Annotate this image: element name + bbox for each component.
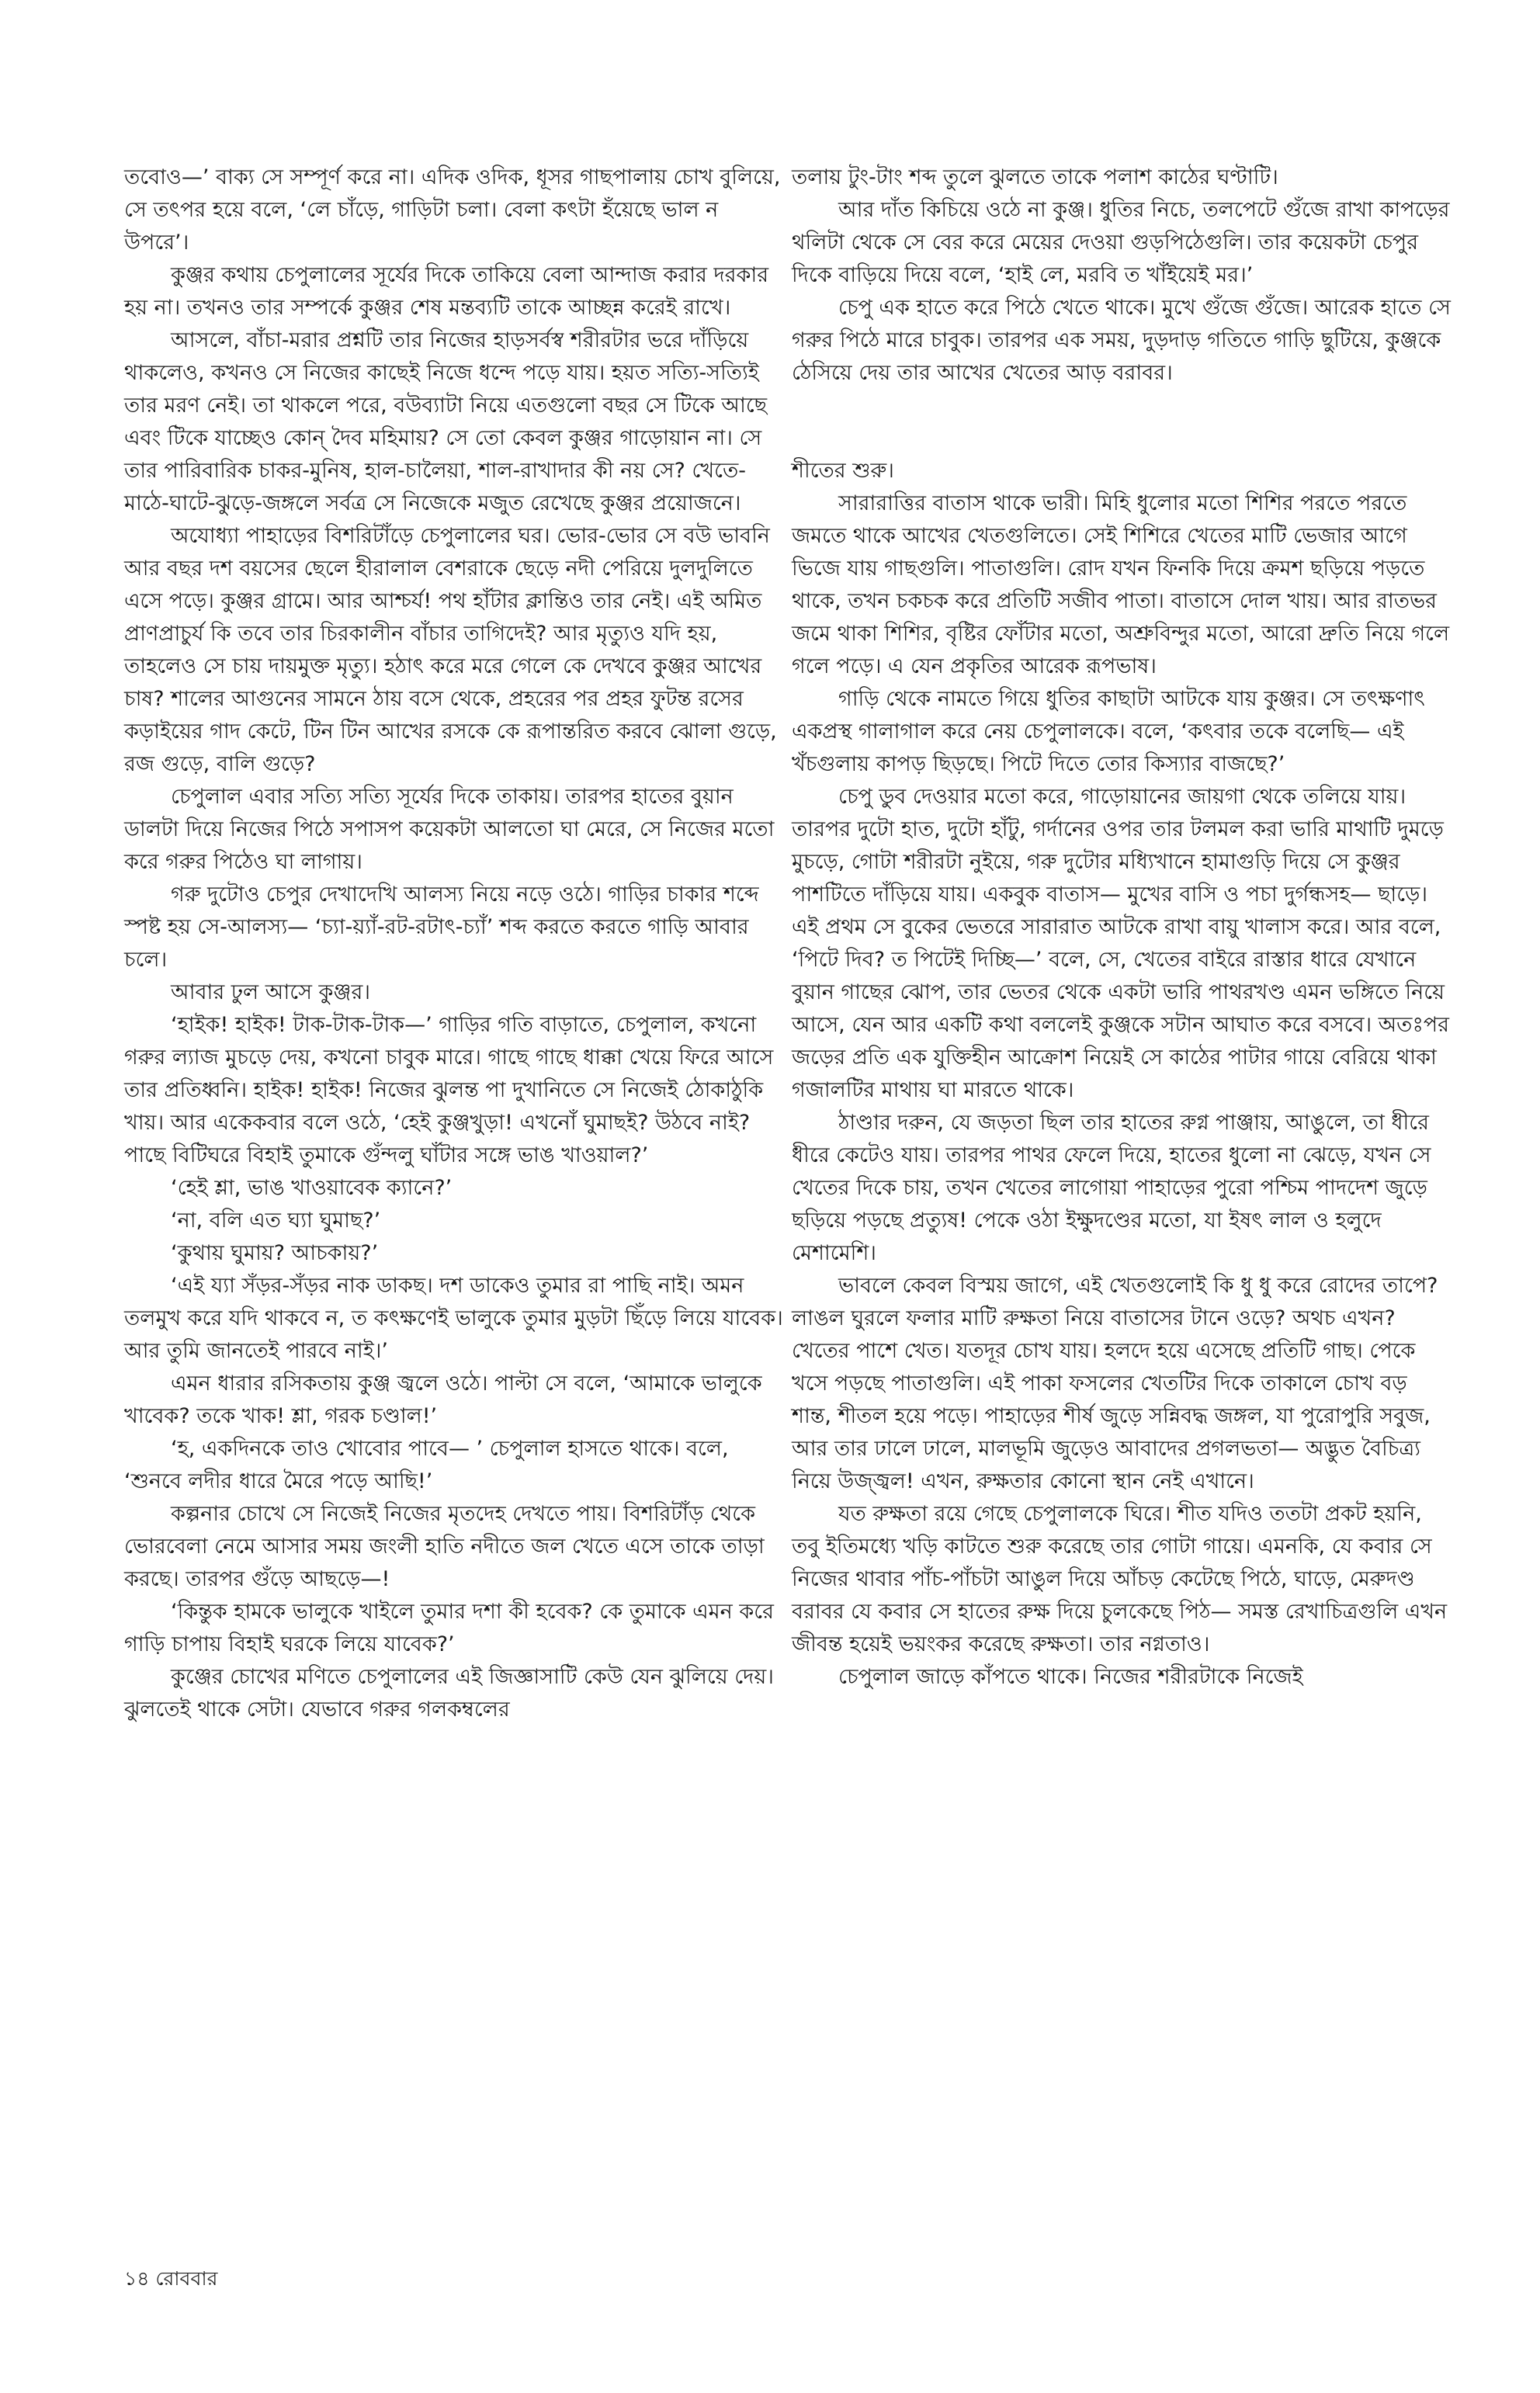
paragraph: কুঞ্জর কথায় চেপুলালের সূর্যের দিকে তাকিয়ে বেলা আন্দাজ করার দরকার হয় না। তখনও তার সম্পর্কে কুঞ্জর শেষ মন্তব্যটি তাকে আচ্ছন্ন করেই রাখে।	[124, 263, 769, 320]
paragraph: ভাবলে কেবল বিস্ময় জাগে, এই খেতগুলোই কি ধু ধু করে রোদের তাপে? লাঙল ঘুরলে ফলার মাটি রুক্ষতা নিয়ে বাতাসের টানে ওড়ে? অথচ এখন? খেতের পাশে খেত। যতদূর চোখ যায়। হলদে হয়ে এসেছে প্রতিটি গাছ। পেকে খসে পড়ছে পাতাগুলি। এই পাকা ফসলের খেতটির দিকে তাকালে চোখ বড় শান্ত, শীতল হয়ে পড়ে। পাহাড়ের শীর্ষ জুড়ে সন্নিবদ্ধ জঙ্গল, যা পুরোপুরি সবুজ, আর তার ঢালে ঢালে, মালভূমি জুড়েও আবাদের প্রগলভতা— অদ্ভুত বৈচিত্র্য নিয়ে উজ্জ্বল! এখন, রুক্ষতার কোনো স্থান নেই এখানে।	[792, 1274, 1438, 1493]
paragraph: ‘হেই শ্লা, ভাঙ খাওয়াবেক ক্যানে?’	[171, 1176, 453, 1200]
paragraph: সারারাত্তির বাতাস থাকে ভারী। মিহি ধুলোর মতো শিশির পরতে পরতে জমতে থাকে আখের খেতগুলিতে। সেই শিশিরে খেতের মাটি ভেজার আগে ভিজে যায় গাছগুলি। পাতাগুলি। রোদ যখন ফিনকি দিয়ে ক্রমশ ছড়িয়ে পড়তে থাকে, তখন চকচক করে প্রতিটি সজীব পাতা। বাতাসে দোল খায়। আর রাতভর জমে থাকা শিশির, বৃষ্টির ফোঁটার মতো, অশ্রুবিন্দুর মতো, আরো দ্রুতি নিয়ে গলে গলে পড়ে। এ যেন প্রকৃতির আরেক রূপভাষ।	[792, 491, 1450, 678]
paragraph: অযোধ্যা পাহাড়ের বিশরিটাঁড়ে চেপুলালের ঘর। ভোর-ভোর সে বউ ভাবনি আর বছর দশ বয়সের ছেলে হীরালাল বেশরাকে ছেড়ে নদী পেরিয়ে দুলদুলিতে এসে পড়ে। কুঞ্জর গ্রামে। আর আশ্চর্য! পথ হাঁটার ক্লান্তিও তার নেই। এই অমিত প্রাণপ্রাচুর্য কি তবে তার চিরকালীন বাঁচার তাগিদেই? আর মৃত্যুও যদি হয়, তাহলেও সে চায় দায়মুক্ত মৃত্যু। হঠাৎ করে মরে গেলে কে দেখবে কুঞ্জর আখের চাষ? শালের আগুনের সামনে ঠায় বসে থেকে, প্রহরের পর প্রহর ফুটন্ত রসের কড়াইয়ের গাদ কেটে, টিন টিন আখের রসকে কে রূপান্তরিত করবে ঝোলা গুড়ে, রজ গুড়ে, বালি গুড়ে?	[124, 524, 777, 776]
paragraph: তবোও—’ বাক্য সে সম্পূর্ণ করে না। এদিক ওদিক, ধূসর গাছপালায় চোখ বুলিয়ে, সে তৎপর হয়ে বলে, ‘লে চাঁড়ে, গাড়িটা চলা। বেলা কৎটা হঁয়েছে ভাল ন উপরে’।	[124, 165, 781, 255]
paragraph: আর দাঁত কিচিয়ে ওঠে না কুঞ্জ। ধুতির নিচে, তলপেটে গুঁজে রাখা কাপড়ের থলিটা থেকে সে বের করে মেয়ের দেওয়া গুড়পিঠেগুলি। তার কয়েকটা চেপুর দিকে বাড়িয়ে দিয়ে বলে, ‘হাই লে, মরবি ত খাঁইয়েই মর।’	[792, 198, 1450, 287]
paragraph: ‘হাইক! হাইক! টাক-টাক-টাক—’ গাড়ির গতি বাড়াতে, চেপুলাল, কখনো গরুর ল্যাজ মুচড়ে দেয়, কখনো চাবুক মারে। গাছে গাছে ধাক্কা খেয়ে ফিরে আসে তার প্রতিধ্বনি। হাইক! হাইক! নিজের ঝুলন্ত পা দুখানিতে সে নিজেই ঠোকাঠুকি খায়। আর একেকবার বলে ওঠে, ‘হেই কুঞ্জখুড়া! এখনোঁ ঘুমাছই? উঠবে নাই? পাছে বিটিঘরে বিহাই তুমাকে গুঁন্দলু ঘাঁটার সঙ্গে ভাঙ খাওয়াল?’	[124, 1013, 774, 1167]
paragraph: ঠাণ্ডার দরুন, যে জড়তা ছিল তার হাতের রুগ্ন পাঞ্জায়, আঙুলে, তা ধীরে ধীরে কেটেও যায়। তারপর পাথর ফেলে দিয়ে, হাতের ধুলো না ঝেড়ে, যখন সে খেতের দিকে চায়, তখন খেতের লাগোয়া পাহাড়ের পুরো পশ্চিম পাদদেশ জুড়ে ছড়িয়ে পড়ছে প্রত্যুষ! পেকে ওঠা ইক্ষুদণ্ডের মতো, যা ইষৎ লাল ও হলুদে মেশামেশি।	[792, 1111, 1431, 1265]
paragraph: চেপুলাল জাড়ে কাঁপতে থাকে। নিজের শরীরটাকে নিজেই	[838, 1665, 1303, 1689]
paragraph: চেপু ডুব দেওয়ার মতো করে, গাড়োয়ানের জায়গা থেকে তলিয়ে যায়। তারপর দুটো হাত, দুটো হাঁটু, গর্দানের ওপর তার টলমল করা ভারি মাথাটি দুমড়ে মুচড়ে, গোটা শরীরটা নুইয়ে, গরু দুটোর মধ্যিখানে হামাগুড়ি দিয়ে সে কুঞ্জর পাশটিতে দাঁড়িয়ে যায়। একবুক বাতাস— মুখের বাসি ও পচা দুর্গন্ধসহ— ছাড়ে। এই প্রথম সে বুকের ভেতরে সারারাত আটকে রাখা বায়ু খালাস করে। আর বলে, ‘পিটে দিব? ত পিটেই দিচ্ছি—’ বলে, সে, খেতের বাইরে রাস্তার ধারে যেখানে বুয়ান গাছের ঝোপ, তার ভেতর থেকে একটা ভারি পাথরখণ্ড এমন ভঙ্গিতে নিয়ে আসে, যেন আর একটি কথা বললেই কুঞ্জকে সটান আঘাত করে বসবে। অতঃপর জড়ের প্রতি এক যুক্তিহীন আক্রোশ নিয়েই সে কাঠের পাটার গায়ে বেরিয়ে থাকা গজালটির মাথায় ঘা মারতে থাকে।	[792, 785, 1450, 1102]
paragraph: ‘হ, একদিনকে তাও খোবোর পাবে— ’ চেপুলাল হাসতে থাকে। বলে, ‘শুনবে লদীর ধারে মৈরে পড়ে আছি!’	[124, 1437, 729, 1493]
page-footer	[124, 2263, 217, 2297]
paragraph: শীতের শুরু।	[792, 459, 894, 483]
paragraph: কল্পনার চোখে সে নিজেই নিজের মৃতদেহ দেখতে পায়। বিশরিটাঁড় থেকে ভোরবেলা নেমে আসার সময় জংলী হাতি নদীতে জল খেতে এসে তাকে তাড়া করছে। তারপর গুঁড়ে আছড়ে—!	[124, 1502, 765, 1591]
paragraph: যত রুক্ষতা রয়ে গেছে চেপুলালকে ঘিরে। শীত যদিও ততটা প্রকট হয়নি, তবু ইতিমধ্যে খড়ি কাটতে শুরু করেছে তার গোটা গায়ে। এমনকি, যে কবার সে নিজের থাবার পাঁচ-পাঁচটা আঙুল দিয়ে আঁচড় কেটেছে পিঠে, ঘাড়ে, মেরুদণ্ড বরাবর যে কবার সে হাতের রুক্ষ দিয়ে চুলকেছে পিঠ— সমস্ত রেখাচিত্রগুলি এখন জীবন্ত হয়েই ভয়ংকর করেছে রুক্ষতা। তার নগ্নতাও।	[792, 1502, 1448, 1656]
paragraph: আবার ঢুল আসে কুঞ্জর।	[171, 980, 370, 1004]
paragraph: তলায় টুং-টাং শব্দ তুলে ঝুলতে তাকে পলাশ কাঠের ঘণ্টাটি।	[792, 165, 1278, 189]
paragraph: ‘না, বলি এত ঘ্যা ঘুমাছ?’	[171, 1209, 381, 1233]
paragraph: কুঞ্জের চোখের মণিতে চেপুলালের এই জিজ্ঞাসাটি কেউ যেন ঝুলিয়ে দেয়। ঝুলতেই থাকে সেটা। যেভাবে গরুর গলকম্বলের	[124, 1665, 774, 1722]
paragraph: আসলে, বাঁচা-মরার প্রশ্নটি তার নিজের হাড়সর্বস্ব শরীরটার ভরে দাঁড়িয়ে থাকলেও, কখনও সে নিজের কাছেই নিজে ধন্দে পড়ে যায়। হয়ত সত্যি-সত্যিই তার মরণ নেই। তা থাকলে পরে, বউব্যাটা নিয়ে এতগুলো বছর সে টিকে আছে এবং টিকে যাচ্ছেও কোন্ দৈব মহিমায়? সে তো কেবল কুঞ্জর গাড়োয়ান না। সে তার পারিবারিক চাকর-মুনিষ, হাল-চালৈয়া, শাল-রাখাদার কী নয় সে? খেতে-মাঠে-ঘাটে-ঝুড়ে-জঙ্গলে সর্বত্র সে নিজেকে মজুত রেখেছে কুঞ্জর প্রয়োজনে।	[124, 328, 768, 515]
paragraph: ‘কুথায় ঘুমায়? আচকায়?’	[171, 1241, 379, 1265]
paragraph: চেপুলাল এবার সত্যি সত্যি সূর্যের দিকে তাকায়। তারপর হাতের বুয়ান ডালটা দিয়ে নিজের পিঠে সপাসপ কয়েকটা আলতো ঘা মেরে, সে নিজের মতো করে গরুর পিঠেও ঘা লাগায়।	[124, 785, 775, 874]
paragraph: গাড়ি থেকে নামতে গিয়ে ধুতির কাছাটা আটকে যায় কুঞ্জর। সে তৎক্ষণাৎ একপ্রস্থ গালাগাল করে নেয় চেপুলালকে। বলে, ‘কৎবার তকে বলেছি— এই খঁচগুলায় কাপড় ছিড়ছে। পিটে দিতে তোর কিস্যার বাজছে?’	[792, 687, 1425, 776]
page-number: ১৪	[124, 2267, 150, 2290]
paragraph: গরু দুটোও চেপুর দেখাদেখি আলস্য নিয়ে নড়ে ওঠে। গাড়ির চাকার শব্দে স্পষ্ট হয় সে-আলস্য— ‘চ্যা-য়্যাঁ-রট-রটাৎ-চ্যাঁ’ শব্দ করতে করতে গাড়ি আবার চলে।	[124, 883, 759, 972]
paragraph: ‘কিন্তুক হামকে ভালুকে খাইলে তুমার দশা কী হবেক? কে তুমাকে এমন করে গাড়ি চাপায় বিহাই ঘরকে লিয়ে যাবেক?’	[124, 1600, 774, 1656]
paragraph: এমন ধারার রসিকতায় কুঞ্জ জ্বলে ওঠে। পাল্টা সে বলে, ‘আমাকে ভালুকে খাবেক? তকে খাক! শ্লা, গরক চণ্ডাল!’	[124, 1372, 762, 1428]
right-text-column	[792, 161, 1452, 1694]
paragraph: চেপু এক হাতে করে পিঠে খেতে থাকে। মুখে গুঁজে গুঁজে। আরেক হাতে সে গরুর পিঠে মারে চাবুক। তারপর এক সময়, দুড়দাড় গতিতে গাড়ি ছুটিয়ে, কুঞ্জকে ঠেসিয়ে দেয় তার আখের খেতের আড় বরাবর।	[792, 296, 1451, 385]
paragraph: ‘এই য্যা সঁড়র-সঁড়র নাক ডাকছ। দশ ডাকেও তুমার রা পাছি নাই। অমন তলমুখ করে যদি থাকবে ন, ত কৎক্ষণেই ভালুকে তুমার মুড়টা ছিঁড়ে লিয়ে যাবেক। আর তুমি জানতেই পারবে নাই।’	[124, 1274, 783, 1363]
left-text-column	[124, 161, 784, 1726]
publication-name: রোববার	[155, 2267, 218, 2290]
